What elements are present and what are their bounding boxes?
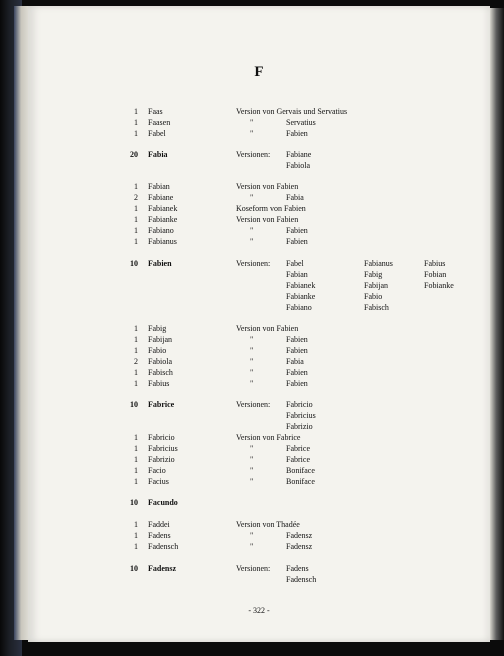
entry-fabrice-cont (28, 422, 490, 432)
entry-version: Fabien (286, 346, 308, 355)
entry-name: Fabianke (148, 215, 178, 224)
entry-count: 2 (134, 357, 138, 366)
entry-version: Fabiane (286, 150, 312, 159)
entry-faddei (28, 520, 490, 530)
entry-version: Fabricio (286, 400, 313, 409)
ditto-mark: " (250, 444, 254, 453)
entry-name: Fabrizio (148, 455, 175, 464)
entry-version: Fabiola (286, 161, 310, 170)
entry-fabien-cont (28, 281, 490, 291)
entry-name: Fabia (148, 150, 168, 159)
entry-version: Servatius (286, 118, 316, 127)
entry-fabia-cont (28, 161, 490, 171)
entry-fabien-cont (28, 270, 490, 280)
entry-fabrizio (28, 455, 490, 465)
entry-name: Fabiola (148, 357, 172, 366)
entry-name: Fabijan (148, 335, 172, 344)
entry-name: Fadensch (148, 542, 179, 551)
entry-fabijan (28, 335, 490, 345)
entry-count: 1 (134, 335, 138, 344)
entry-fabisch (28, 368, 490, 378)
ditto-mark: " (250, 193, 254, 202)
entry-count: 1 (134, 324, 138, 333)
ditto-mark: " (250, 455, 254, 464)
entry-name: Fabiane (148, 193, 174, 202)
entry-version: Fabianus (364, 259, 393, 268)
entry-facundo (28, 498, 490, 508)
entry-description: Versionen: (236, 150, 271, 159)
entry-fabiano (28, 226, 490, 236)
entry-name: Faddei (148, 520, 170, 529)
entry-count: 1 (134, 346, 138, 355)
entry-version: Boniface (286, 477, 315, 486)
entry-count: 1 (134, 129, 138, 138)
entry-name: Faasen (148, 118, 171, 127)
entry-version: Fabrice (286, 444, 310, 453)
entry-name: Fabricio (148, 433, 175, 442)
entry-faas (28, 107, 490, 117)
entry-name: Faas (148, 107, 163, 116)
entry-name: Facundo (148, 498, 178, 507)
entry-version: Fobianke (424, 281, 454, 290)
ditto-mark: " (250, 368, 254, 377)
entry-facio (28, 466, 490, 476)
ditto-mark: " (250, 542, 254, 551)
entry-fabien-cont (28, 292, 490, 302)
entry-fabien-cont (28, 303, 490, 313)
entry-fabianus (28, 237, 490, 247)
entry-count: 1 (134, 542, 138, 551)
entry-fabricio (28, 433, 490, 443)
entry-fabrice-cont (28, 411, 490, 421)
page-number: - 322 - (248, 606, 270, 615)
ditto-mark: " (250, 346, 254, 355)
entry-name: Fabian (148, 182, 170, 191)
entry-fabianek (28, 204, 490, 214)
entry-count: 1 (134, 368, 138, 377)
entry-name: Fabio (148, 346, 167, 355)
book-page (28, 6, 490, 642)
entry-version: Fabrice (286, 455, 310, 464)
entry-count: 1 (134, 182, 138, 191)
entry-name: Fabiano (148, 226, 174, 235)
entry-description: Version von Fabien (236, 215, 299, 224)
entry-version: Fabrizio (286, 422, 313, 431)
ditto-mark: " (250, 118, 254, 127)
entry-count: 1 (134, 118, 138, 127)
ditto-mark: " (250, 335, 254, 344)
entry-count: 2 (134, 193, 138, 202)
entry-name: Fabig (148, 324, 167, 333)
entry-count: 1 (134, 107, 138, 116)
entry-version: Fadensz (286, 531, 313, 540)
entry-name: Fabien (148, 259, 172, 268)
entry-description: Version von Fabrice (236, 433, 301, 442)
entry-fabig (28, 324, 490, 334)
entry-fabien (28, 259, 490, 269)
ditto-mark: " (250, 466, 254, 475)
entry-count: 1 (134, 433, 138, 442)
entry-version: Fabianek (286, 281, 316, 290)
entry-fabel (28, 129, 490, 139)
entry-description: Version von Fabien (236, 324, 299, 333)
ditto-mark: " (250, 129, 254, 138)
entry-name: Fadensz (148, 564, 176, 573)
entry-version: Boniface (286, 466, 315, 475)
entry-description: Version von Gervais und Servatius (236, 107, 348, 116)
entry-fadensz-cont (28, 575, 490, 585)
entry-version: Fabien (286, 129, 308, 138)
entry-description: Version von Thadée (236, 520, 300, 529)
entry-count: 10 (130, 564, 138, 573)
entry-count: 1 (134, 455, 138, 464)
entry-version: Fabien (286, 226, 308, 235)
entry-version: Fabel (286, 259, 304, 268)
ditto-mark: " (250, 357, 254, 366)
entry-count: 10 (130, 498, 138, 507)
entry-count: 20 (130, 150, 138, 159)
entry-version: Fabio (364, 292, 383, 301)
entry-version: Fabijan (364, 281, 388, 290)
entry-count: 1 (134, 215, 138, 224)
entry-count: 10 (130, 259, 138, 268)
entry-name: Fabrice (148, 400, 175, 409)
entry-count: 1 (134, 204, 138, 213)
page-edge-right (490, 8, 504, 640)
entry-version: Fadens (286, 564, 309, 573)
ditto-mark: " (250, 531, 254, 540)
entry-fadens (28, 531, 490, 541)
entry-version: Fabia (286, 357, 304, 366)
ditto-mark: " (250, 477, 254, 486)
entry-count: 1 (134, 226, 138, 235)
entry-count: 1 (134, 466, 138, 475)
entry-name: Fabricius (148, 444, 178, 453)
entry-version: Fabianke (286, 292, 316, 301)
entry-name: Fabisch (148, 368, 173, 377)
entry-fabian (28, 182, 490, 192)
entry-fabiola (28, 357, 490, 367)
entry-name: Fadens (148, 531, 171, 540)
entry-count: 1 (134, 379, 138, 388)
entry-version: Fadensz (286, 542, 313, 551)
entry-name: Fabianus (148, 237, 177, 246)
entry-version: Fobian (424, 270, 447, 279)
entry-version: Fabian (286, 270, 308, 279)
ditto-mark: " (250, 237, 254, 246)
entry-name: Facio (148, 466, 166, 475)
entry-faasen (28, 118, 490, 128)
entry-version: Fabien (286, 335, 308, 344)
entry-fadensch (28, 542, 490, 552)
entry-name: Fabius (148, 379, 170, 388)
entry-count: 1 (134, 520, 138, 529)
entry-fabianke (28, 215, 490, 225)
entry-count: 1 (134, 531, 138, 540)
entry-description: Version von Fabien (236, 182, 299, 191)
ditto-mark: " (250, 379, 254, 388)
entry-version: Fadensch (286, 575, 317, 584)
entry-fabius (28, 379, 490, 389)
entry-fabricius (28, 444, 490, 454)
entry-fabiane (28, 193, 490, 203)
entry-count: 10 (130, 400, 138, 409)
entry-name: Fabianek (148, 204, 178, 213)
entry-facius (28, 477, 490, 487)
entry-description: Versionen: (236, 400, 271, 409)
entry-version: Fabia (286, 193, 304, 202)
entry-fabio (28, 346, 490, 356)
entry-version: Fabiano (286, 303, 312, 312)
entry-count: 1 (134, 444, 138, 453)
entry-description: Koseform von Fabien (236, 204, 306, 213)
entry-version: Fabisch (364, 303, 389, 312)
entry-count: 1 (134, 477, 138, 486)
entry-name: Fabel (148, 129, 166, 138)
entry-description: Versionen: (236, 564, 271, 573)
ditto-mark: " (250, 226, 254, 235)
entry-version: Fabius (424, 259, 446, 268)
entry-version: Fabig (364, 270, 383, 279)
entry-version: Fabien (286, 379, 308, 388)
entry-version: Fabien (286, 237, 308, 246)
entry-name: Facius (148, 477, 169, 486)
letter-heading: F (254, 64, 264, 80)
entry-version: Fabien (286, 368, 308, 377)
entry-fadensz (28, 564, 490, 574)
entry-version: Fabricius (286, 411, 316, 420)
entry-fabrice (28, 400, 490, 410)
entry-fabia (28, 150, 490, 160)
entry-description: Versionen: (236, 259, 271, 268)
entry-count: 1 (134, 237, 138, 246)
